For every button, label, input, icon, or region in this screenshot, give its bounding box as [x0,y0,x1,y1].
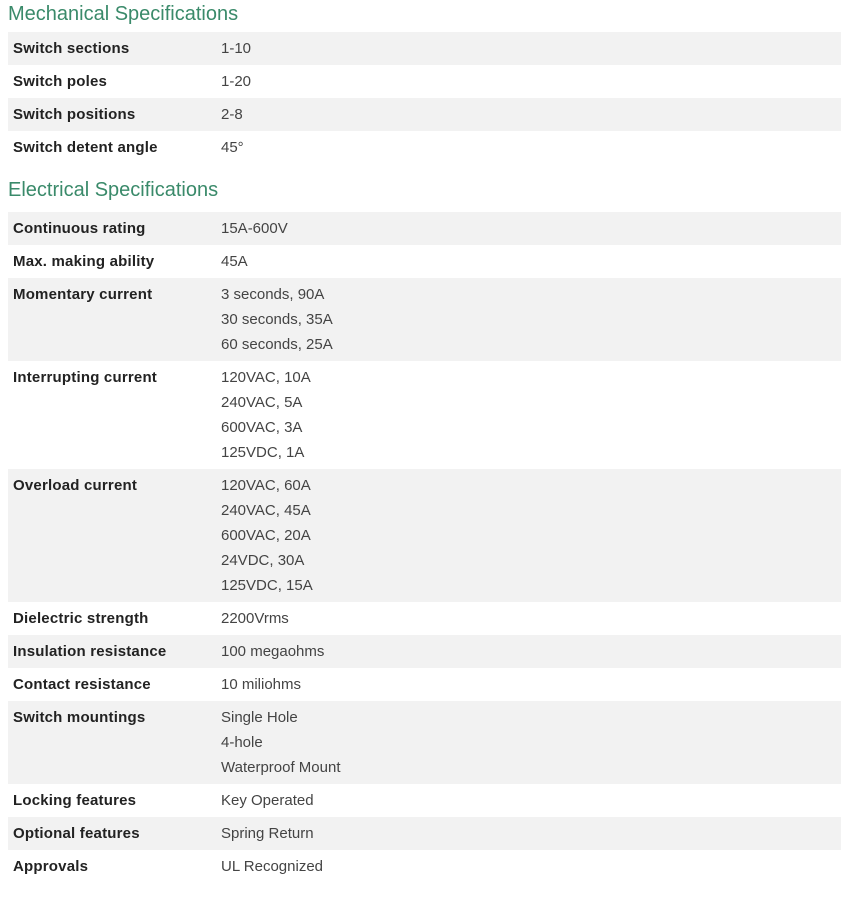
electrical-specifications-table [8,212,841,883]
spec-row [8,212,841,245]
spec-value [221,635,841,668]
spec-value-line: 45° [221,139,244,156]
spec-label: Switch poles [13,73,108,90]
spec-label: Contact resistance [13,676,151,693]
spec-row [8,602,841,635]
spec-label: Momentary current [13,286,153,303]
spec-row [8,65,841,98]
spec-row [8,469,841,602]
spec-value-line: 60 seconds, 25A [221,336,333,353]
spec-value-line: 1-20 [221,73,252,90]
spec-value-line: 600VAC, 3A [221,419,303,436]
spec-value-line: 3 seconds, 90A [221,286,325,303]
spec-value [221,278,841,361]
spec-value-line: 125VDC, 15A [221,577,313,594]
spec-value-line: 125VDC, 1A [221,444,305,461]
spec-row [8,245,841,278]
spec-value [221,817,841,850]
spec-value-line: Spring Return [221,825,314,842]
spec-row [8,32,841,65]
spec-row [8,98,841,131]
spec-value-line: Single Hole [221,709,298,726]
electrical-specifications-heading: Electrical Specifications [8,179,219,201]
spec-row [8,850,841,883]
spec-value-line: 1-10 [221,40,252,57]
spec-row [8,635,841,668]
spec-value-line: 600VAC, 20A [221,527,311,544]
spec-label: Dielectric strength [13,610,149,627]
spec-value [221,212,841,245]
spec-row [8,817,841,850]
spec-value [221,602,841,635]
spec-value [221,469,841,602]
spec-value-line: Waterproof Mount [221,759,341,776]
spec-label: Switch positions [13,106,136,123]
spec-value-line: 2-8 [221,106,243,123]
spec-value [221,65,841,98]
spec-label: Optional features [13,825,140,842]
spec-value [221,98,841,131]
spec-value [221,361,841,469]
spec-value-line: 15A-600V [221,220,288,237]
spec-label: Switch sections [13,40,130,57]
spec-value [221,668,841,701]
spec-row [8,701,841,784]
spec-value-line: 10 miliohms [221,676,302,693]
spec-label: Approvals [13,858,89,875]
spec-value-line: 240VAC, 5A [221,394,303,411]
spec-row [8,361,841,469]
spec-row [8,131,841,164]
spec-value [221,245,841,278]
spec-value [221,784,841,817]
spec-value-line: UL Recognized [221,858,324,875]
spec-value-line: 120VAC, 60A [221,477,311,494]
mechanical-specifications-table [8,32,841,164]
spec-label: Locking features [13,792,137,809]
spec-value-line: 120VAC, 10A [221,369,311,386]
spec-value-line: 30 seconds, 35A [221,311,333,328]
spec-label: Switch detent angle [13,139,158,156]
spec-value-line: 2200Vrms [221,610,289,627]
spec-value-line: 45A [221,253,248,270]
spec-row [8,668,841,701]
spec-label: Continuous rating [13,220,146,237]
spec-value-line: 4-hole [221,734,263,751]
spec-label: Interrupting current [13,369,158,386]
spec-value [221,850,841,883]
spec-value-line: 24VDC, 30A [221,552,305,569]
spec-value-line: Key Operated [221,792,314,809]
spec-value [221,701,841,784]
spec-value [221,32,841,65]
spec-label: Insulation resistance [13,643,167,660]
spec-label: Max. making ability [13,253,155,270]
spec-value [221,131,841,164]
spec-row [8,784,841,817]
spec-row [8,278,841,361]
spec-label: Switch mountings [13,709,146,726]
spec-label: Overload current [13,477,138,494]
mechanical-specifications-heading: Mechanical Specifications [8,3,239,25]
spec-value-line: 240VAC, 45A [221,502,311,519]
spec-value-line: 100 megaohms [221,643,325,660]
